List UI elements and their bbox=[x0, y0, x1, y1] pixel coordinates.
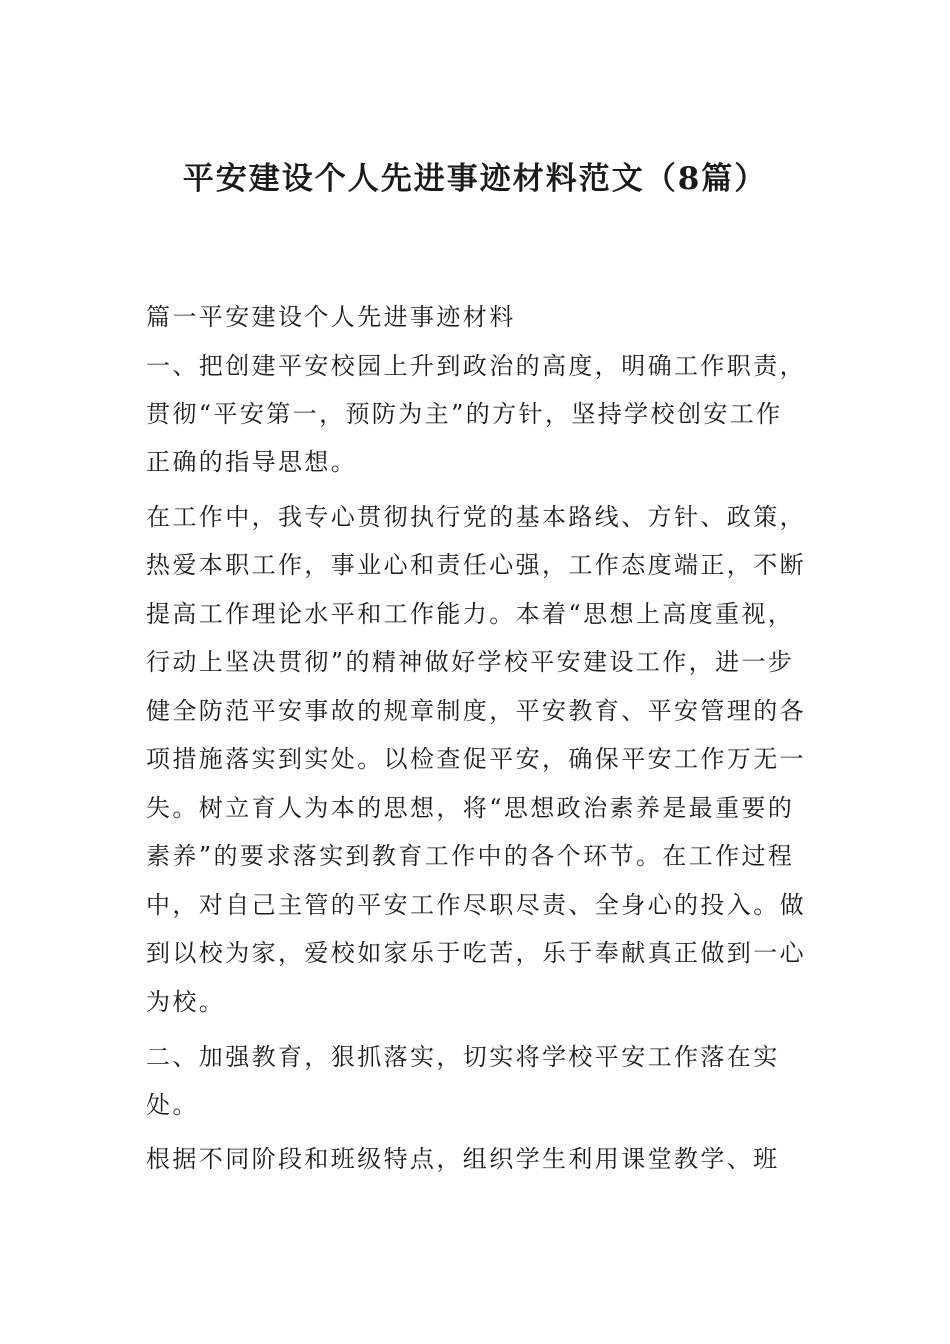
paragraph-line: 项措施落实到实处。以检查促平安，确保平安工作万无一 bbox=[146, 745, 806, 773]
section-heading-2: 二、加强教育，狠抓落实，切实将学校平安工作落在实 bbox=[146, 1043, 780, 1071]
paragraph-line: 处。 bbox=[146, 1091, 199, 1119]
paragraph-line: 行动上坚决贯彻”的精神做好学校平安建设工作，进一步 bbox=[146, 648, 795, 676]
paragraph-line: 到以校为家，爱校如家乐于吃苦，乐于奉献真正做到一心 bbox=[146, 939, 806, 967]
paragraph-line: 贯彻“平安第一，预防为主”的方针，坚持学校创安工作 bbox=[146, 400, 783, 428]
document-title: 平安建设个人先进事迹材料范文（8篇） bbox=[182, 161, 768, 197]
section-heading-1: 篇一平安建设个人先进事迹材料 bbox=[146, 303, 516, 331]
paragraph-line: 失。树立育人为本的思想，将“思想政治素养是最重要的 bbox=[146, 794, 795, 822]
paragraph-line: 热爱本职工作，事业心和责任心强，工作态度端正，不断 bbox=[146, 551, 806, 579]
paragraph-line: 素养”的要求落实到教育工作中的各个环节。在工作过程 bbox=[146, 842, 795, 870]
paragraph-line: 中，对自己主管的平安工作尽职尽责、全身心的投入。做 bbox=[146, 891, 806, 919]
paragraph-line: 健全防范平安事故的规章制度，平安教育、平安管理的各 bbox=[146, 697, 806, 725]
paragraph-line: 在工作中，我专心贯彻执行党的基本路线、方针、政策， bbox=[146, 503, 806, 531]
paragraph-line: 一、把创建平安校园上升到政治的高度，明确工作职责， bbox=[146, 352, 806, 380]
paragraph-line: 正确的指导思想。 bbox=[146, 448, 358, 476]
paragraph-line: 根据不同阶段和班级特点，组织学生利用课堂教学、班 bbox=[146, 1145, 780, 1173]
paragraph-line: 为校。 bbox=[146, 988, 226, 1016]
paragraph-line: 提高工作理论水平和工作能力。本着“思想上高度重视， bbox=[146, 600, 795, 628]
